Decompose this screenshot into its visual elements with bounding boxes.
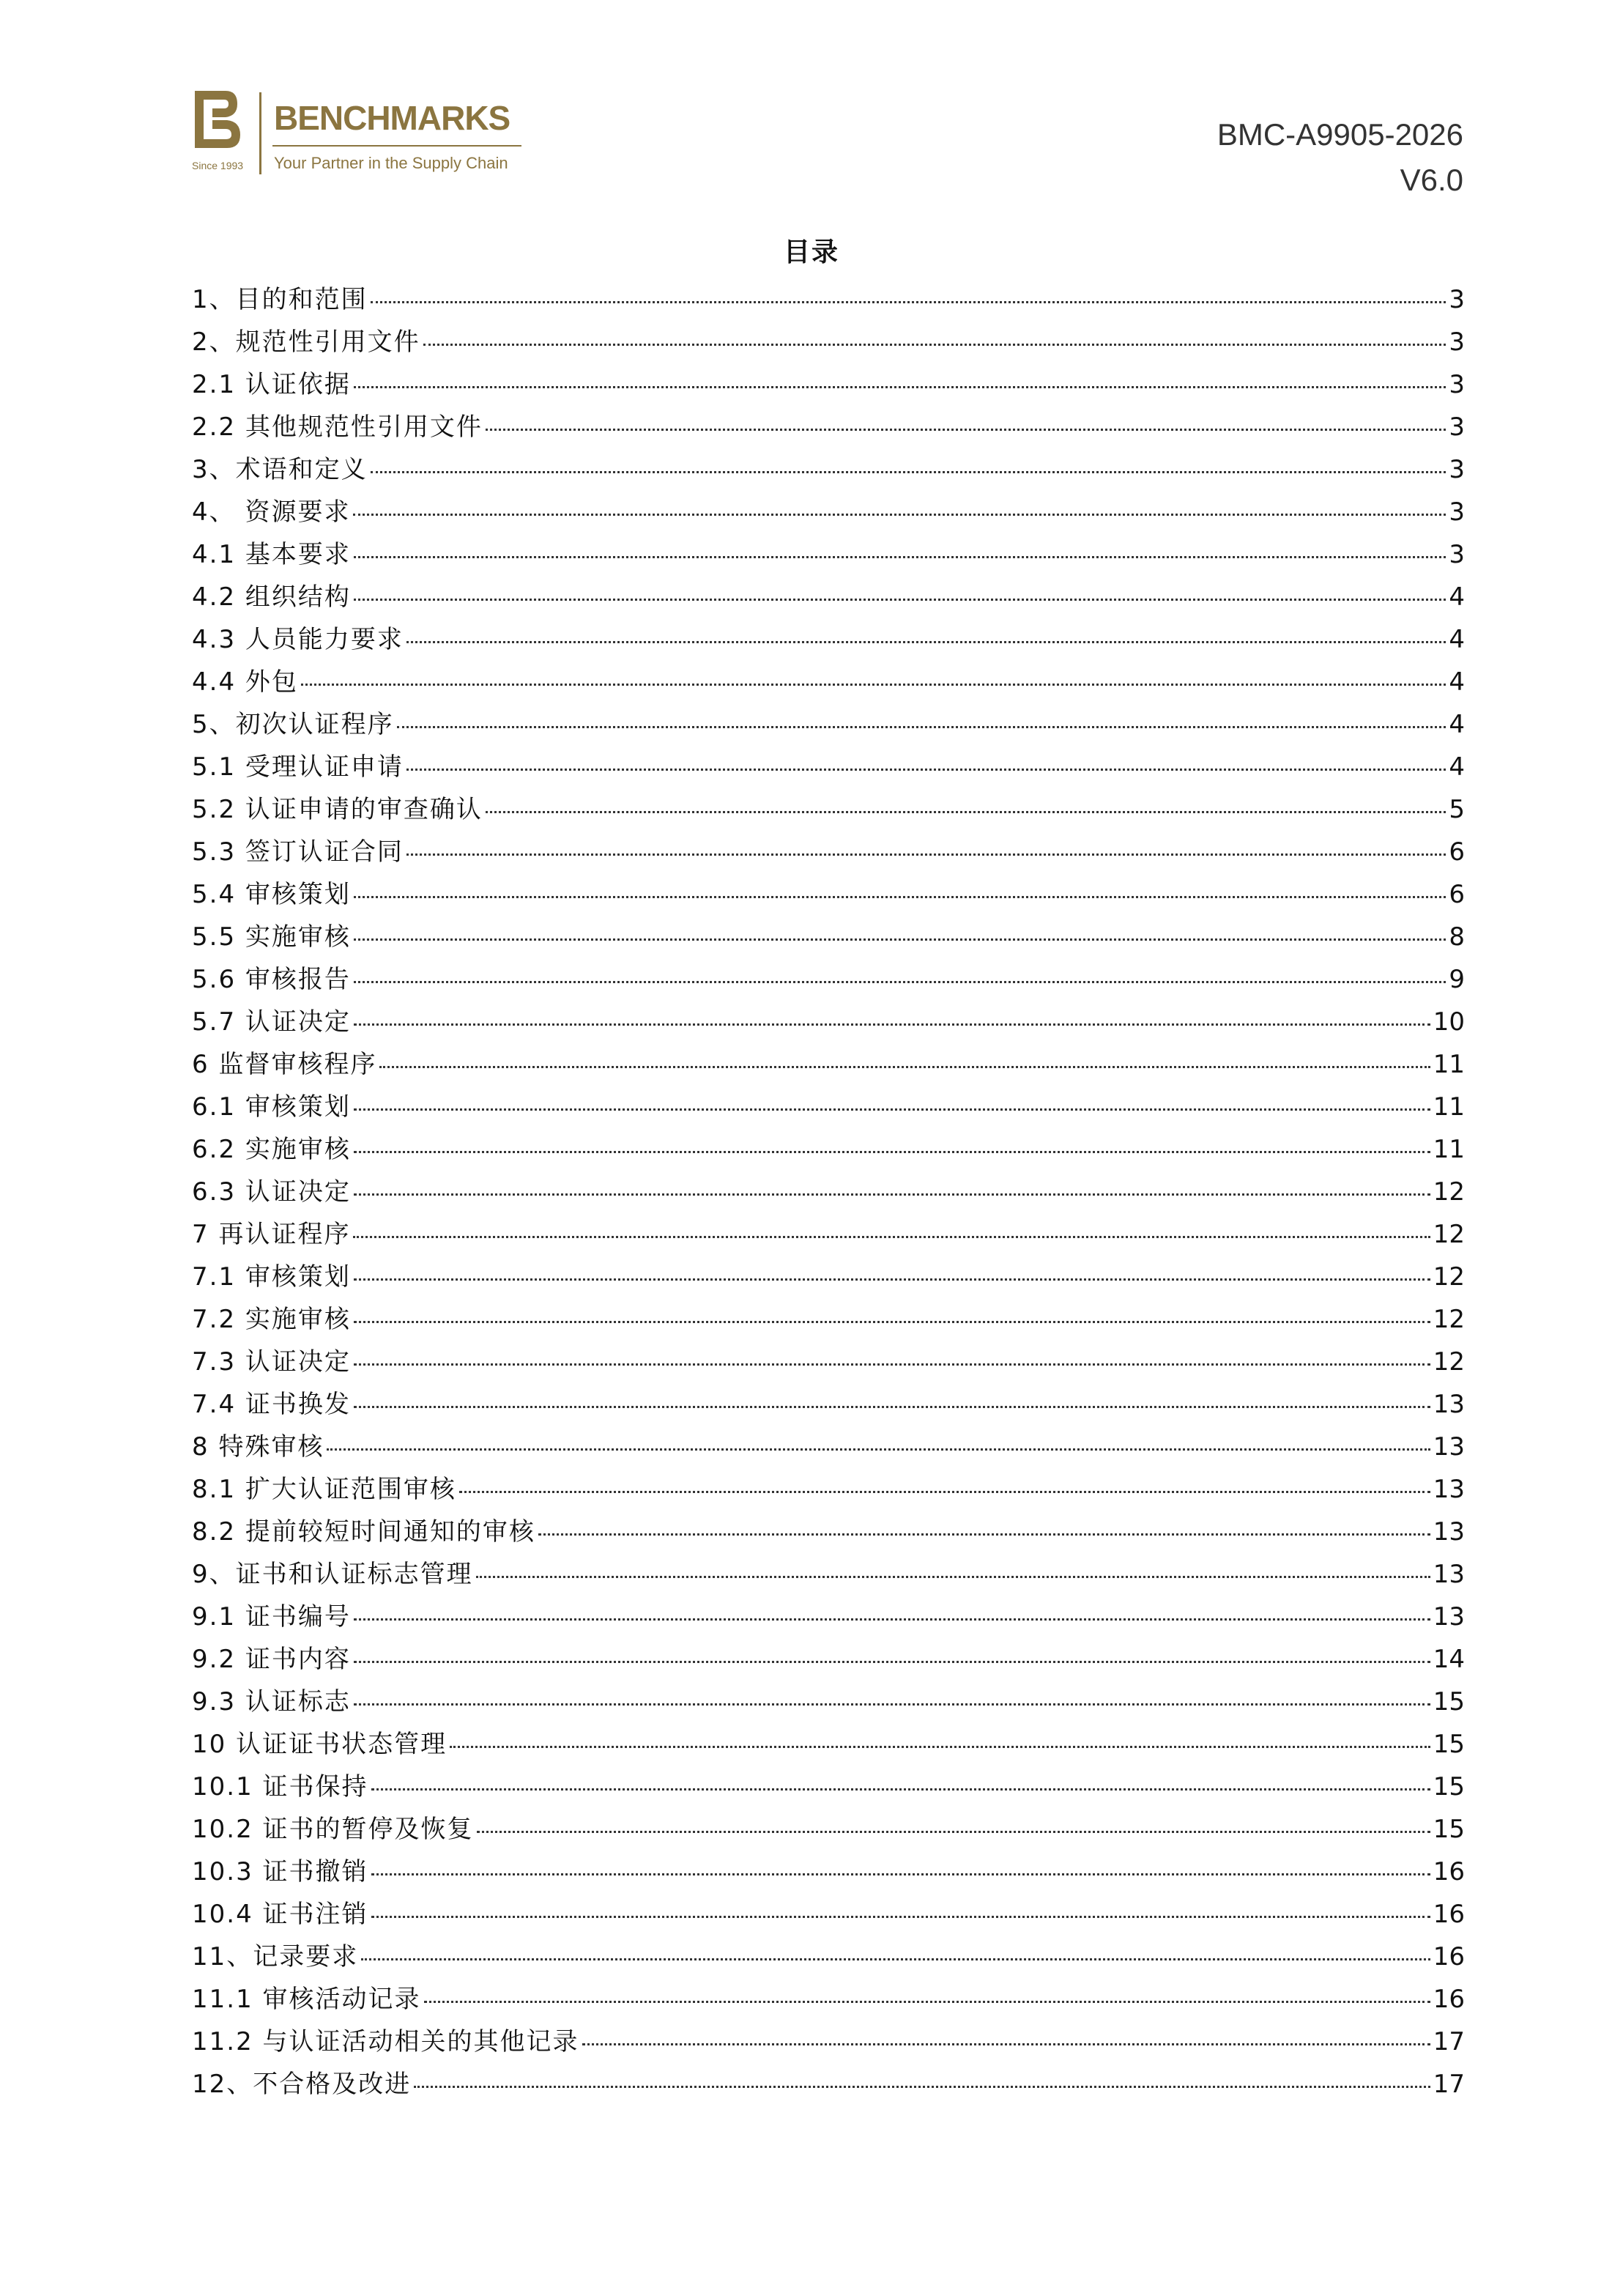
- brand-tagline: Your Partner in the Supply Chain: [274, 154, 508, 172]
- toc-entry[interactable]: [192, 1001, 1465, 1043]
- toc-entry[interactable]: [192, 1723, 1465, 1766]
- toc-entry[interactable]: [192, 1383, 1465, 1426]
- toc-leader-dots: [354, 1023, 1430, 1026]
- toc-entry-page: 11: [1433, 1092, 1465, 1122]
- toc-title: 目录: [783, 237, 839, 267]
- toc-entry-page: 17: [1433, 2070, 1465, 2099]
- toc-leader-dots: [406, 853, 1446, 856]
- toc-leader-dots: [406, 769, 1446, 771]
- toc-entry-label: 9.1 证书编号: [192, 1602, 351, 1632]
- toc-entry[interactable]: [192, 661, 1465, 703]
- toc-entry-page: 5: [1449, 795, 1465, 824]
- toc-entry[interactable]: [192, 1511, 1465, 1553]
- toc-entry-page: 13: [1433, 1560, 1465, 1589]
- toc-entry-page: 6: [1449, 837, 1465, 867]
- toc-entry-page: 13: [1433, 1432, 1465, 1462]
- toc-entry-page: 4: [1449, 752, 1465, 782]
- toc-entry-label: 2.1 认证依据: [192, 370, 351, 399]
- toc-leader-dots: [459, 1491, 1430, 1493]
- toc-leader-dots: [423, 344, 1446, 346]
- toc-entry-page: 15: [1433, 1772, 1465, 1801]
- toc-entry-page: 15: [1433, 1815, 1465, 1844]
- toc-entry-page: 13: [1433, 1475, 1465, 1504]
- toc-entry[interactable]: [192, 1851, 1465, 1893]
- toc-entry-label: 7.3 认证决定: [192, 1347, 351, 1377]
- toc-entry[interactable]: [192, 1638, 1465, 1681]
- toc-entry-page: 10: [1433, 1007, 1465, 1037]
- toc-entry-label: 10.2 证书的暂停及恢复: [192, 1815, 474, 1844]
- toc-entry-label: 12、不合格及改进: [192, 2070, 412, 2099]
- benchmarks-logo-icon: [192, 91, 243, 157]
- toc-entry[interactable]: [192, 1893, 1465, 1936]
- toc-entry[interactable]: [192, 1086, 1465, 1128]
- toc-entry-page: 9: [1449, 965, 1465, 994]
- toc-entry[interactable]: [192, 788, 1465, 831]
- toc-leader-dots: [327, 1448, 1430, 1451]
- toc-leader-dots: [354, 1703, 1430, 1706]
- toc-leader-dots: [354, 1278, 1430, 1281]
- toc-entry-page: 3: [1449, 370, 1465, 399]
- toc-entry[interactable]: [192, 1596, 1465, 1638]
- toc-entry-page: 3: [1449, 455, 1465, 484]
- toc-leader-dots: [371, 1788, 1430, 1790]
- toc-entry-label: 2.2 其他规范性引用文件: [192, 412, 483, 442]
- toc-leader-dots: [354, 599, 1446, 601]
- toc-entry-page: 13: [1433, 1517, 1465, 1547]
- toc-entry[interactable]: [192, 618, 1465, 661]
- toc-entry-label: 5.4 审核策划: [192, 880, 351, 909]
- toc-entry-label: 10.1 证书保持: [192, 1772, 368, 1801]
- toc-entry[interactable]: [192, 873, 1465, 916]
- toc-entry[interactable]: [192, 1043, 1465, 1086]
- toc-leader-dots: [538, 1533, 1430, 1536]
- toc-leader-dots: [371, 301, 1446, 303]
- tagline-rule: [272, 145, 521, 147]
- toc-entry-label: 6.3 认证决定: [192, 1177, 351, 1207]
- toc-entry[interactable]: [192, 1426, 1465, 1468]
- toc-entry-label: 7.1 审核策划: [192, 1262, 351, 1292]
- toc-entry-page: 16: [1433, 1900, 1465, 1929]
- toc-entry[interactable]: [192, 1256, 1465, 1298]
- toc-entry-page: 3: [1449, 285, 1465, 314]
- toc-leader-dots: [354, 1321, 1430, 1323]
- toc-entry-page: 3: [1449, 327, 1465, 357]
- toc-entry-page: 11: [1433, 1050, 1465, 1079]
- table-of-contents: [192, 278, 1465, 2106]
- toc-entry-page: 12: [1433, 1177, 1465, 1207]
- toc-entry[interactable]: [192, 491, 1465, 533]
- toc-entry-label: 5.3 签订认证合同: [192, 837, 404, 867]
- toc-entry[interactable]: [192, 1213, 1465, 1256]
- toc-entry[interactable]: [192, 703, 1465, 746]
- toc-entry-label: 3、术语和定义: [192, 455, 368, 484]
- toc-entry-page: 4: [1449, 625, 1465, 654]
- toc-leader-dots: [477, 1831, 1430, 1833]
- toc-entry-label: 2、规范性引用文件: [192, 327, 420, 357]
- toc-leader-dots: [354, 1151, 1430, 1153]
- toc-entry-label: 6.1 审核策划: [192, 1092, 351, 1122]
- toc-entry-label: 6 监督审核程序: [192, 1050, 377, 1079]
- toc-entry-page: 4: [1449, 582, 1465, 612]
- toc-entry-label: 10.4 证书注销: [192, 1900, 368, 1929]
- document-version: V6.0: [1400, 163, 1463, 197]
- toc-entry-label: 4.2 组织结构: [192, 582, 351, 612]
- toc-leader-dots: [476, 1576, 1430, 1578]
- toc-entry-label: 9.3 认证标志: [192, 1687, 351, 1717]
- toc-leader-dots: [486, 429, 1446, 431]
- toc-entry-page: 13: [1433, 1390, 1465, 1419]
- toc-entry-label: 5.1 受理认证申请: [192, 752, 404, 782]
- toc-entry-label: 7.2 实施审核: [192, 1305, 351, 1334]
- toc-entry-label: 5、初次认证程序: [192, 710, 394, 739]
- toc-entry-page: 15: [1433, 1687, 1465, 1717]
- toc-leader-dots: [397, 726, 1446, 728]
- toc-entry-label: 11.2 与认证活动相关的其他记录: [192, 2027, 579, 2056]
- document-code: BMC-A9905-2026: [1217, 117, 1463, 152]
- toc-entry[interactable]: [192, 1128, 1465, 1171]
- company-logo: [192, 91, 521, 179]
- toc-entry[interactable]: [192, 1766, 1465, 1808]
- toc-entry[interactable]: [192, 2063, 1465, 2106]
- toc-entry-page: 4: [1449, 710, 1465, 739]
- since-label: Since 1993: [192, 160, 244, 171]
- toc-entry-label: 5.5 实施审核: [192, 922, 351, 952]
- toc-entry-label: 4.3 人员能力要求: [192, 625, 404, 654]
- toc-leader-dots: [450, 1746, 1430, 1748]
- toc-entry-page: 11: [1433, 1135, 1465, 1164]
- toc-entry-label: 10 认证证书状态管理: [192, 1730, 447, 1759]
- toc-entry[interactable]: [192, 1171, 1465, 1213]
- toc-entry-label: 4.4 外包: [192, 667, 298, 697]
- toc-entry-page: 15: [1433, 1730, 1465, 1759]
- toc-leader-dots: [354, 386, 1446, 388]
- toc-leader-dots: [354, 1193, 1430, 1196]
- toc-entry[interactable]: [192, 1468, 1465, 1511]
- toc-entry[interactable]: [192, 278, 1465, 321]
- toc-entry[interactable]: [192, 363, 1465, 406]
- toc-entry-label: 5.6 审核报告: [192, 965, 351, 994]
- toc-leader-dots: [301, 684, 1446, 686]
- toc-leader-dots: [354, 981, 1446, 983]
- toc-entry[interactable]: [192, 1681, 1465, 1723]
- toc-leader-dots: [582, 2043, 1430, 2045]
- toc-leader-dots: [371, 471, 1446, 473]
- toc-leader-dots: [371, 1873, 1430, 1875]
- toc-entry-page: 12: [1433, 1347, 1465, 1377]
- toc-entry[interactable]: [192, 1936, 1465, 1978]
- toc-entry-label: 6.2 实施审核: [192, 1135, 351, 1164]
- toc-entry-label: 4、 资源要求: [192, 497, 351, 527]
- toc-entry-page: 8: [1449, 922, 1465, 952]
- toc-entry[interactable]: [192, 448, 1465, 491]
- toc-entry-page: 4: [1449, 667, 1465, 697]
- toc-entry-label: 11、记录要求: [192, 1942, 359, 1971]
- toc-entry-page: 6: [1449, 880, 1465, 909]
- toc-entry-label: 4.1 基本要求: [192, 540, 351, 569]
- toc-entry-page: 16: [1433, 1985, 1465, 2014]
- toc-entry-page: 12: [1433, 1220, 1465, 1249]
- toc-leader-dots: [354, 1406, 1430, 1408]
- toc-entry-label: 8.2 提前较短时间通知的审核: [192, 1517, 535, 1547]
- toc-leader-dots: [414, 2086, 1430, 2088]
- toc-leader-dots: [353, 514, 1446, 516]
- toc-leader-dots: [486, 811, 1446, 813]
- toc-entry[interactable]: [192, 576, 1465, 618]
- toc-entry[interactable]: [192, 1553, 1465, 1596]
- toc-leader-dots: [354, 1661, 1430, 1663]
- toc-entry-page: 3: [1449, 497, 1465, 527]
- toc-leader-dots: [353, 1236, 1430, 1238]
- toc-entry-page: 3: [1449, 412, 1465, 442]
- toc-leader-dots: [354, 556, 1446, 558]
- toc-entry[interactable]: [192, 1808, 1465, 1851]
- toc-entry[interactable]: [192, 2021, 1465, 2063]
- toc-entry-page: 17: [1433, 2027, 1465, 2056]
- toc-entry-label: 11.1 审核活动记录: [192, 1985, 421, 2014]
- toc-entry[interactable]: [192, 321, 1465, 363]
- toc-entry[interactable]: [192, 831, 1465, 873]
- toc-leader-dots: [361, 1958, 1430, 1960]
- toc-leader-dots: [354, 938, 1446, 941]
- toc-entry-label: 8 特殊审核: [192, 1432, 324, 1462]
- toc-entry-label: 8.1 扩大认证范围审核: [192, 1475, 456, 1504]
- logo-divider: [259, 92, 261, 174]
- toc-entry[interactable]: [192, 533, 1465, 576]
- toc-entry[interactable]: [192, 746, 1465, 788]
- toc-entry-label: 7.4 证书换发: [192, 1390, 351, 1419]
- toc-entry[interactable]: [192, 958, 1465, 1001]
- toc-leader-dots: [354, 1363, 1430, 1366]
- toc-entry-label: 9.2 证书内容: [192, 1645, 351, 1674]
- toc-entry[interactable]: [192, 406, 1465, 448]
- toc-leader-dots: [354, 1108, 1430, 1111]
- toc-entry-page: 3: [1449, 540, 1465, 569]
- toc-leader-dots: [424, 2001, 1430, 2003]
- toc-entry-label: 9、证书和认证标志管理: [192, 1560, 473, 1589]
- toc-entry[interactable]: [192, 1978, 1465, 2021]
- toc-leader-dots: [354, 896, 1446, 898]
- toc-entry-label: 5.2 认证申请的审查确认: [192, 795, 483, 824]
- toc-entry[interactable]: [192, 1298, 1465, 1341]
- toc-entry-page: 12: [1433, 1305, 1465, 1334]
- toc-entry-label: 7 再认证程序: [192, 1220, 351, 1249]
- toc-entry-label: 1、目的和范围: [192, 285, 368, 314]
- toc-entry[interactable]: [192, 1341, 1465, 1383]
- toc-entry-label: 5.7 认证决定: [192, 1007, 351, 1037]
- toc-leader-dots: [406, 641, 1446, 643]
- toc-entry[interactable]: [192, 916, 1465, 958]
- toc-entry-label: 10.3 证书撤销: [192, 1857, 368, 1886]
- toc-entry-page: 16: [1433, 1942, 1465, 1971]
- toc-entry-page: 13: [1433, 1602, 1465, 1632]
- toc-entry-page: 16: [1433, 1857, 1465, 1886]
- toc-leader-dots: [379, 1066, 1430, 1068]
- brand-name: BENCHMARKS: [274, 99, 510, 137]
- toc-entry-page: 12: [1433, 1262, 1465, 1292]
- toc-leader-dots: [354, 1618, 1430, 1621]
- toc-leader-dots: [371, 1916, 1430, 1918]
- toc-entry-page: 14: [1433, 1645, 1465, 1674]
